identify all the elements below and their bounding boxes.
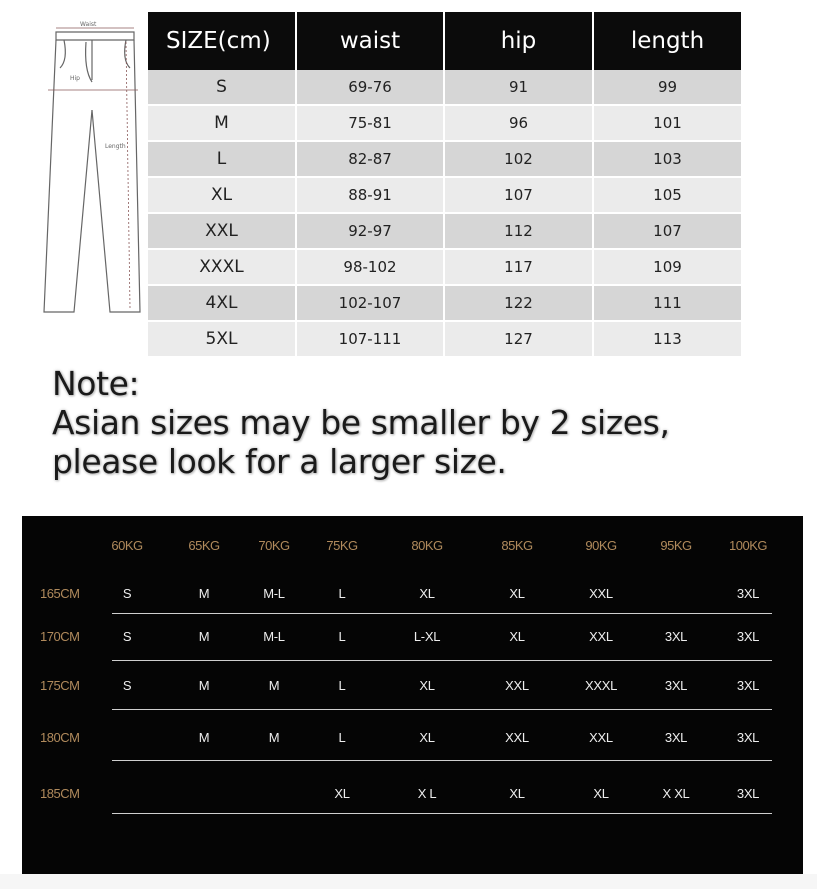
waist-cell: 107-111 xyxy=(296,321,444,357)
row-divider xyxy=(112,660,772,661)
weight-header: 75KG xyxy=(326,538,358,553)
size-recommendation-cell: 3XL xyxy=(664,678,688,693)
size-cell: XL xyxy=(148,177,296,213)
waist-cell: 92-97 xyxy=(296,213,444,249)
size-recommendation-cell: XL xyxy=(419,730,435,745)
size-recommendation-cell: XL xyxy=(509,629,525,644)
size-recommendation-cell: S xyxy=(122,586,132,601)
height-label: 185CM xyxy=(40,786,80,801)
note-line-2: please look for a larger size. xyxy=(52,442,507,481)
weight-header: 95KG xyxy=(660,538,692,553)
size-recommendation-cell: M xyxy=(198,629,210,644)
pants-diagram xyxy=(30,20,150,325)
table-row xyxy=(148,70,741,105)
size-recommendation-cell: X L xyxy=(417,786,437,801)
size-cell: L xyxy=(148,141,296,177)
size-recommendation-cell: M xyxy=(268,678,280,693)
size-recommendation-cell: 3XL xyxy=(736,786,760,801)
height-label: 165CM xyxy=(40,586,80,601)
table-row xyxy=(148,285,741,321)
size-recommendation-cell: X XL xyxy=(662,786,690,801)
size-recommendation-cell: XXL xyxy=(505,730,529,745)
size-recommendation-cell: XL xyxy=(593,786,609,801)
note-title: Note: xyxy=(52,364,140,403)
size-recommendation-cell: XL xyxy=(419,586,435,601)
row-divider xyxy=(112,613,772,614)
hip-cell: 112 xyxy=(444,213,593,249)
size-recommendation-cell: XL xyxy=(509,586,525,601)
length-cell: 109 xyxy=(593,249,741,285)
hip-cell: 117 xyxy=(444,249,593,285)
size-cell: XXL xyxy=(148,213,296,249)
size-recommendation-cell: XXL xyxy=(589,586,613,601)
header-length: length xyxy=(593,12,741,70)
size-recommendation-cell: XXL xyxy=(505,678,529,693)
size-recommendation-cell: 3XL xyxy=(736,586,760,601)
waist-cell: 102-107 xyxy=(296,285,444,321)
size-recommendation-cell: 3XL xyxy=(736,730,760,745)
waist-cell: 88-91 xyxy=(296,177,444,213)
weight-header: 85KG xyxy=(501,538,533,553)
length-cell: 103 xyxy=(593,141,741,177)
header-hip: hip xyxy=(444,12,593,70)
size-recommendation-cell: M-L xyxy=(263,586,285,601)
length-cell: 113 xyxy=(593,321,741,357)
size-recommendation-cell: XXL xyxy=(589,730,613,745)
hip-label: Hip xyxy=(70,75,80,82)
size-recommendation-cell: XL xyxy=(419,678,435,693)
weight-header: 70KG xyxy=(258,538,290,553)
size-recommendation-cell: L xyxy=(338,730,346,745)
length-label: Length xyxy=(105,143,126,150)
size-recommendation-cell: M xyxy=(198,678,210,693)
weight-header: 100KG xyxy=(729,538,767,553)
row-divider xyxy=(112,760,772,761)
length-cell: 111 xyxy=(593,285,741,321)
table-row xyxy=(148,321,741,357)
weight-header: 80KG xyxy=(411,538,443,553)
hip-cell: 127 xyxy=(444,321,593,357)
header-waist: waist xyxy=(296,12,444,70)
size-recommendation-cell: XL xyxy=(334,786,350,801)
size-table-header xyxy=(148,12,741,70)
table-row xyxy=(148,213,741,249)
weight-height-chart xyxy=(22,516,803,874)
size-recommendation-cell: M xyxy=(198,730,210,745)
hip-cell: 122 xyxy=(444,285,593,321)
size-recommendation-cell: L-XL xyxy=(413,629,441,644)
size-cell: 4XL xyxy=(148,285,296,321)
size-recommendation-cell: S xyxy=(122,629,132,644)
size-cell: XXXL xyxy=(148,249,296,285)
waist-cell: 69-76 xyxy=(296,70,444,105)
size-recommendation-cell: 3XL xyxy=(664,629,688,644)
size-note xyxy=(52,364,670,481)
size-cell: 5XL xyxy=(148,321,296,357)
size-recommendation-cell: XL xyxy=(509,786,525,801)
table-row xyxy=(148,249,741,285)
size-recommendation-cell: 3XL xyxy=(664,730,688,745)
size-recommendation-cell: 3XL xyxy=(736,678,760,693)
size-table xyxy=(148,12,741,358)
weight-header: 65KG xyxy=(188,538,220,553)
length-cell: 99 xyxy=(593,70,741,105)
table-row xyxy=(148,141,741,177)
row-divider xyxy=(112,709,772,710)
height-label: 180CM xyxy=(40,730,80,745)
note-line-1: Asian sizes may be smaller by 2 sizes, xyxy=(52,403,670,442)
length-cell: 105 xyxy=(593,177,741,213)
header-size: SIZE(cm) xyxy=(148,12,296,70)
size-cell: M xyxy=(148,105,296,141)
hip-cell: 91 xyxy=(444,70,593,105)
size-recommendation-cell: XXL xyxy=(589,629,613,644)
waist-label: Waist xyxy=(80,21,97,28)
row-divider xyxy=(112,813,772,814)
size-recommendation-cell: L xyxy=(338,678,346,693)
hip-cell: 102 xyxy=(444,141,593,177)
weight-header: 60KG xyxy=(111,538,143,553)
size-recommendation-cell: L xyxy=(338,586,346,601)
hip-cell: 107 xyxy=(444,177,593,213)
size-cell: S xyxy=(148,70,296,105)
waist-cell: 75-81 xyxy=(296,105,444,141)
waist-cell: 98-102 xyxy=(296,249,444,285)
size-recommendation-cell: XXXL xyxy=(584,678,618,693)
waist-cell: 82-87 xyxy=(296,141,444,177)
size-recommendation-cell: M xyxy=(268,730,280,745)
size-recommendation-cell: 3XL xyxy=(736,629,760,644)
table-row xyxy=(148,177,741,213)
height-label: 175CM xyxy=(40,678,80,693)
size-recommendation-cell: M xyxy=(198,586,210,601)
length-cell: 107 xyxy=(593,213,741,249)
size-recommendation-cell: S xyxy=(122,678,132,693)
bottom-fade xyxy=(0,874,817,889)
hip-cell: 96 xyxy=(444,105,593,141)
size-recommendation-cell: L xyxy=(338,629,346,644)
length-cell: 101 xyxy=(593,105,741,141)
table-row xyxy=(148,105,741,141)
size-recommendation-cell: M-L xyxy=(263,629,285,644)
height-label: 170CM xyxy=(40,629,80,644)
weight-header: 90KG xyxy=(585,538,617,553)
